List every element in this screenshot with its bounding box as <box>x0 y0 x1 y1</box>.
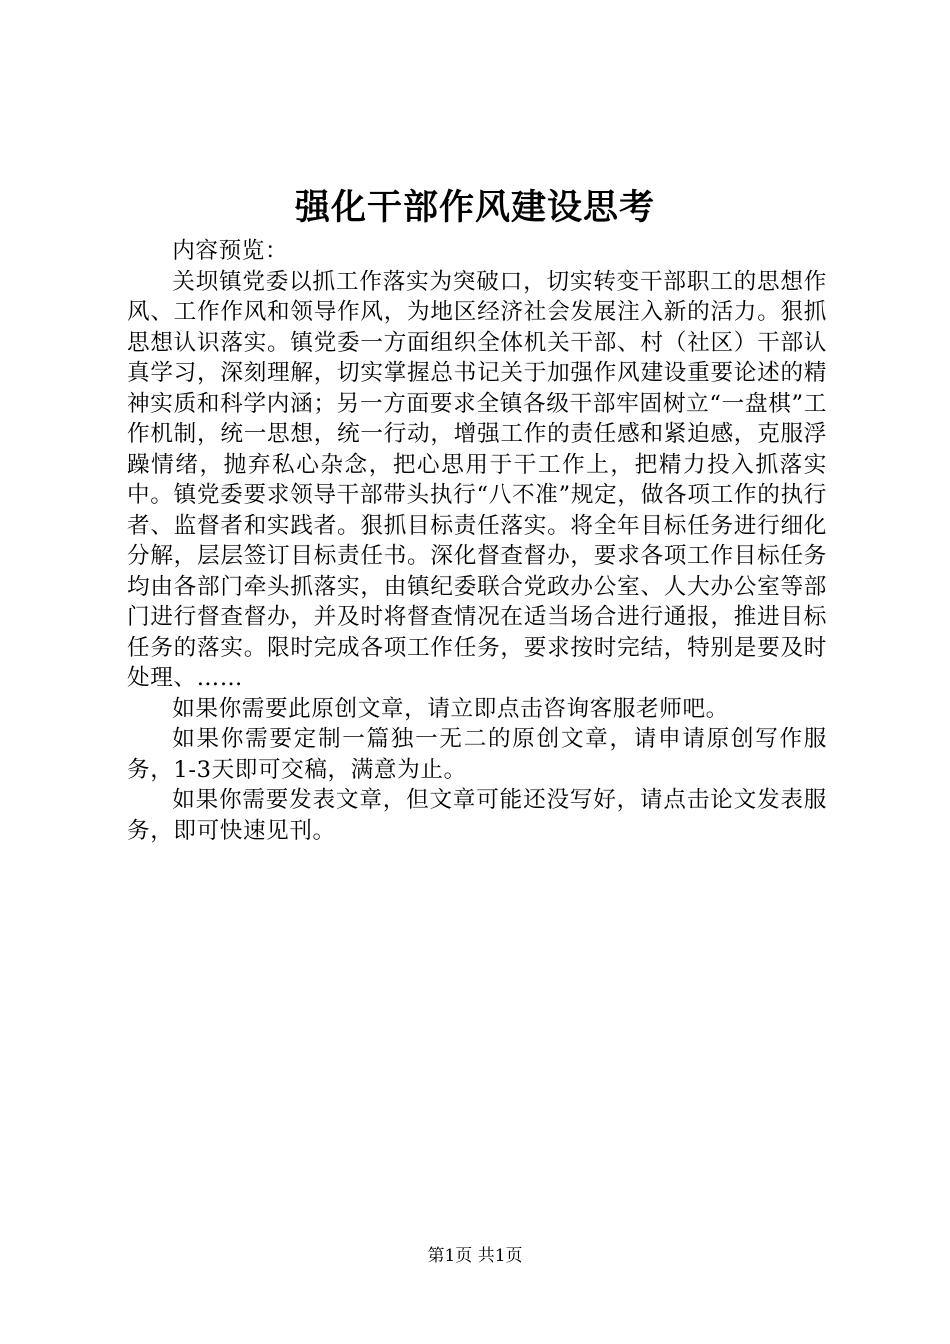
document-body <box>127 236 827 846</box>
document-title: 强化干部作风建设思考 <box>294 187 655 228</box>
preview-label: 内容预览： <box>172 238 289 264</box>
contact-service-paragraph: 如果你需要此原创文章，请立即点击咨询客服老师吧。 <box>172 695 729 722</box>
custom-writing-paragraph: 如果你需要定制一篇独一无二的原创文章，请申请原创写作服务，1-3天即可交稿，满意为止。 <box>127 726 827 783</box>
publish-service-paragraph: 如果你需要发表文章，但文章可能还没写好，请点击论文发表服务，即可快速见刊。 <box>127 787 827 844</box>
main-paragraph: 关坝镇党委以抓工作落实为突破口，切实转变干部职工的思想作风、工作作风和领导作风，为地区经济社会发展注入新的活力。狠抓思想认识落实。镇党委一方面组织全体机关干部、村（社区）干部认真学习，深刻理解，切实掌握总书记关于加强作风建设重要论述的精神实质和科学内涵；另一方面要求全镇各级干部牢固树立“一盘棋”工作机制，统一思想，统一行动，增强工作的责任感和紧迫感，克服浮躁情绪，抛弃私心杂念，把心思用于干工作上，把精力投入抓落实中。镇党委要求领导干部带头执行“八不准”规定，做各项工作的执行者、监督者和实践者。狠抓目标责任落实。将全年目标任务进行细化分解，层层签订目标责任书。深化督查督办，要求各项工作目标任务均由各部门牵头抓落实，由镇纪委联合党政办公室、人大办公室等部门进行督查督办，并及时将督查情况在适当场合进行通报，推进目标任务的落实。限时完成各项工作任务，要求按时完结，特别是要及时处理、…… <box>127 268 827 691</box>
page-footer: 第1页 共1页 <box>427 1246 523 1266</box>
